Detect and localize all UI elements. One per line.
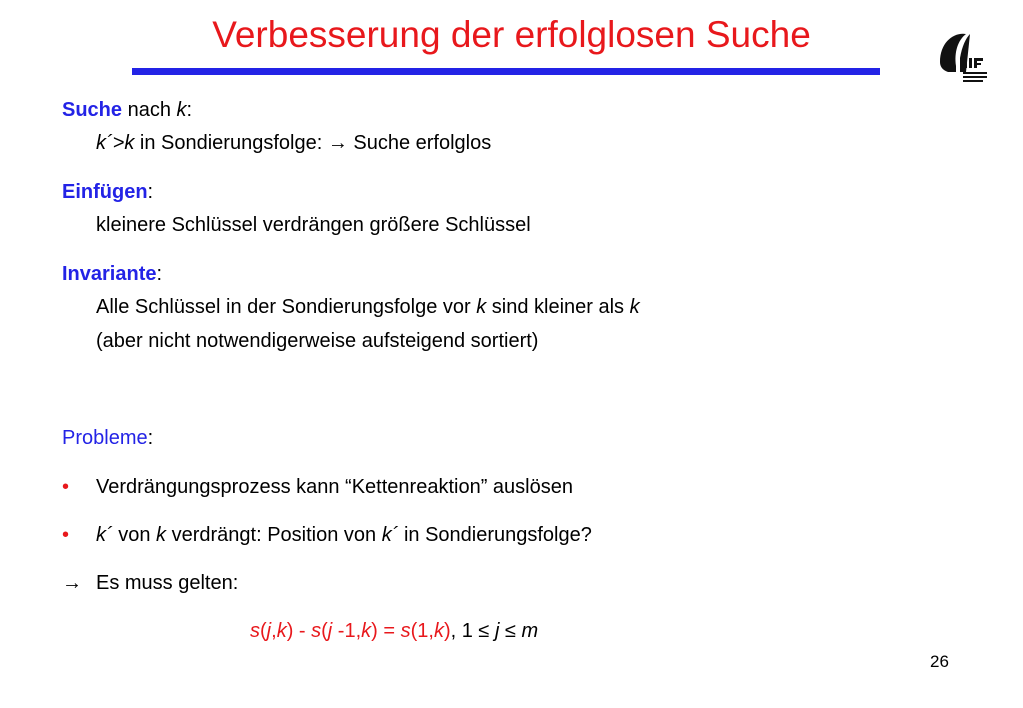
probleme-colon: : bbox=[147, 427, 154, 449]
einfuegen-heading bbox=[62, 180, 153, 204]
suche-line bbox=[96, 131, 491, 155]
probleme-heading bbox=[62, 426, 153, 450]
suche-rest: nach bbox=[122, 99, 177, 121]
invariante-keyword: Invariante bbox=[62, 263, 157, 285]
bullet2-k2: k bbox=[156, 524, 167, 546]
suche-heading bbox=[62, 98, 192, 122]
title-underline bbox=[132, 68, 880, 75]
formula-p3: ( bbox=[321, 620, 328, 642]
formula-rest: , 1 ≤ bbox=[450, 620, 495, 642]
page-number: 26 bbox=[930, 652, 949, 671]
formula-s3: s bbox=[400, 620, 411, 642]
formula-k3: k bbox=[433, 620, 444, 642]
invariante-line2: (aber nicht notwendigerweise aufsteigend sortiert) bbox=[96, 330, 539, 352]
invariante-k1: k bbox=[476, 296, 487, 318]
formula-p1: ( bbox=[260, 620, 267, 642]
einfuegen-line: kleinere Schlüssel verdrängen größere Schlüssel bbox=[96, 214, 531, 236]
invariante-colon: : bbox=[156, 263, 163, 285]
bullet2-b: verdrängt: Position von bbox=[166, 524, 382, 546]
formula-s2: s bbox=[311, 620, 322, 642]
formula-j3: j bbox=[494, 620, 500, 642]
suche-line-end: Suche erfolglos bbox=[347, 132, 492, 154]
invariante-line1 bbox=[96, 295, 640, 319]
formula-p6: ) bbox=[443, 620, 451, 642]
formula-j1: j bbox=[266, 620, 272, 642]
bullet2-k3: k´ bbox=[381, 524, 399, 546]
bullet2-a: von bbox=[112, 524, 157, 546]
arrow-right-icon: → bbox=[327, 132, 348, 154]
formula-p5: (1, bbox=[410, 620, 434, 642]
invariante-heading bbox=[62, 262, 162, 286]
bullet2-k1: k´ bbox=[96, 524, 113, 546]
formula-k2: k bbox=[361, 620, 372, 642]
formula bbox=[250, 619, 538, 643]
suche-kk: k´>k bbox=[96, 132, 135, 154]
bullet-icon: • bbox=[62, 524, 70, 546]
einfuegen-keyword: Einfügen bbox=[62, 181, 148, 203]
slide-title: Verbesserung der erfolglosen Suche bbox=[212, 14, 811, 55]
formula-m: m bbox=[521, 620, 539, 642]
formula-m1: -1, bbox=[332, 620, 362, 642]
formula-p2: ) - bbox=[286, 620, 312, 642]
invariante-line1-b: sind kleiner als bbox=[486, 296, 630, 318]
suche-colon: : bbox=[186, 99, 193, 121]
iif-logo bbox=[936, 28, 996, 88]
einfuegen-colon: : bbox=[147, 181, 154, 203]
formula-s1: s bbox=[250, 620, 260, 642]
bullet-icon: • bbox=[62, 476, 70, 498]
suche-k: k bbox=[176, 99, 187, 121]
suche-keyword: Suche bbox=[62, 99, 123, 121]
formula-c1: , bbox=[271, 620, 277, 642]
bullet2-c: in Sondierungsfolge? bbox=[398, 524, 592, 546]
formula-j2: j bbox=[327, 620, 333, 642]
formula-p4: ) = bbox=[371, 620, 401, 642]
formula-k1: k bbox=[276, 620, 287, 642]
probleme-bullet2 bbox=[96, 523, 592, 547]
formula-le: ≤ bbox=[499, 620, 522, 642]
invariante-k2: k bbox=[629, 296, 640, 318]
probleme-keyword: Probleme bbox=[62, 427, 148, 449]
arrow-right-icon: → bbox=[62, 572, 82, 594]
probleme-bullet1: Verdrängungsprozess kann “Kettenreaktion” auslösen bbox=[96, 476, 573, 498]
invariante-line1-a: Alle Schlüssel in der Sondierungsfolge vor bbox=[96, 296, 477, 318]
probleme-arrow-text: Es muss gelten: bbox=[96, 572, 239, 594]
suche-line-rest: in Sondierungsfolge: bbox=[134, 132, 328, 154]
